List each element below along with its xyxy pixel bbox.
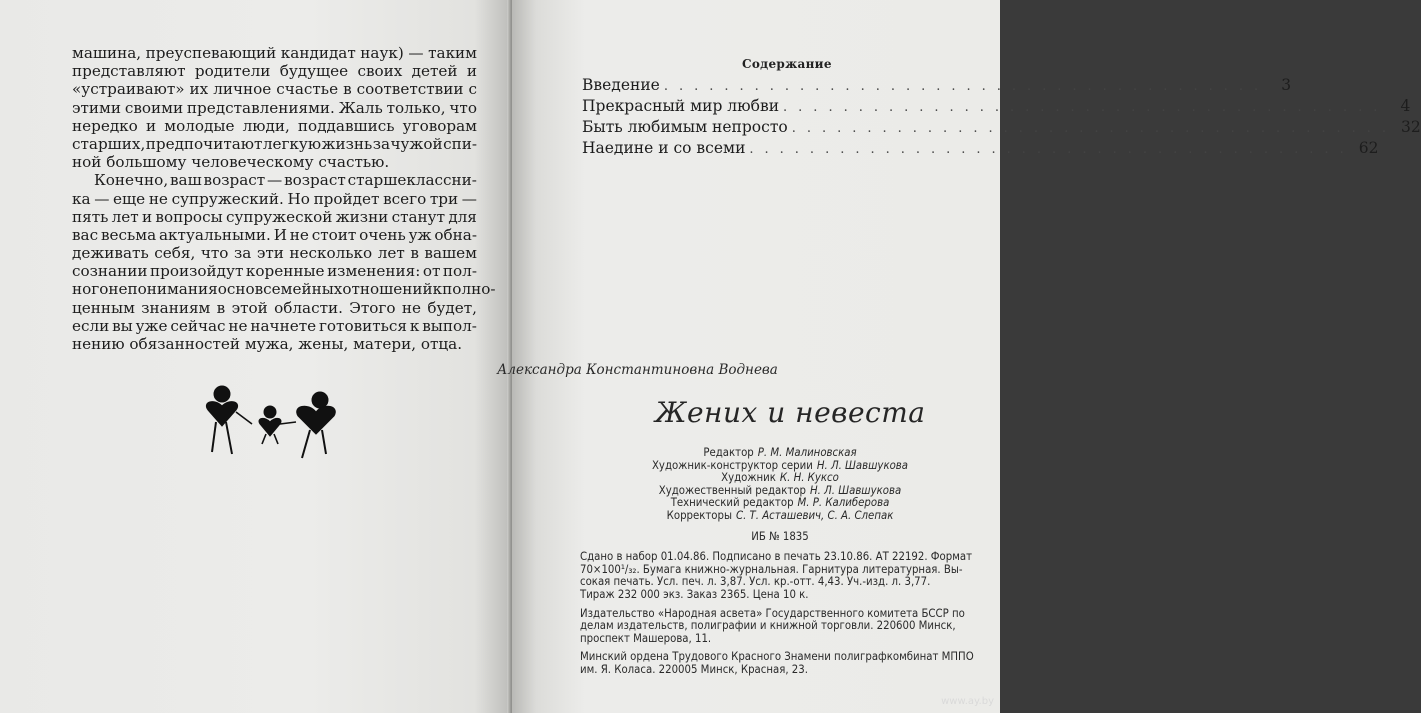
imprint-line: Сдано в набор 01.04.86. Подписано в печать 23.10.86. АТ 22192. Формат: [580, 550, 973, 564]
credit-line: [580, 472, 980, 485]
credit-role: Корректоры: [666, 508, 732, 522]
toc-entry-title: Введение: [582, 76, 660, 94]
text-line: пять лет и вопросы супружеской жизни станут для: [72, 207, 477, 226]
credit-role: Художественный редактор: [658, 483, 807, 497]
body-text: [72, 44, 496, 353]
table-of-contents: [582, 76, 1421, 160]
text-line: если вы уже сейчас не начнете готовиться к выпол-: [72, 316, 477, 335]
left-page: [0, 0, 510, 713]
text-line: сознании произойдут коренные изменения: от пол-: [72, 262, 477, 281]
text-line: этими своими представлениями. Жаль только, что: [72, 98, 477, 117]
imprint-line: сокая печать. Усл. печ. л. 3,87. Усл. кр.-отт. 4,43. Уч.-изд. л. 3,77.: [580, 575, 931, 589]
imprint-line: 70×100¹/₃₂. Бумага книжно-журнальная. Гарнитура литературная. Вы-: [580, 562, 963, 576]
toc-leader-dots: ........................................: [783, 100, 1389, 115]
text-line: нению обязанностей мужа, жены, матери, отца.: [72, 335, 463, 353]
toc-entry-title: Прекрасный мир любви: [582, 97, 780, 115]
text-line: вас весьма актуальными. И не стоит очень уж обна-: [72, 225, 477, 244]
credit-line: [580, 447, 980, 460]
publisher-info: [580, 608, 980, 646]
toc-entry-title: Быть любимым непросто: [582, 118, 788, 136]
imprint-line: Минский ордена Трудового Красного Знамени полиграфкомбинат МППО: [580, 650, 974, 664]
credit-role: Технический редактор: [670, 496, 794, 510]
toc-entry-title: Наедине и со всеми: [582, 139, 746, 157]
credit-name: Н. Л. Шавшукова: [810, 483, 902, 497]
text-line: нередко и молодые люди, поддавшись уговорам: [72, 116, 477, 135]
text-line: машина, преуспевающий кандидат наук) — таким: [72, 44, 477, 62]
text-line: Конечно, ваш возраст — возраст старшеклассни-: [94, 171, 477, 190]
imprint-line: проспект Машерова, 11.: [580, 631, 712, 645]
imprint-line: Тираж 232 000 экз. Заказ 2365. Цена 10 к.: [580, 587, 809, 601]
credit-line: [580, 510, 980, 523]
book-title: Жених и невеста: [655, 396, 926, 429]
family-illustration: [198, 382, 348, 462]
text-line: деживать себя, что за эти несколько лет в вашем: [72, 244, 477, 263]
toc-entry: [582, 139, 1379, 160]
toc-entry: [582, 118, 1421, 139]
text-line: ного непонимания основ семейных отношений к полно-: [72, 280, 496, 299]
credit-role: Художник: [721, 471, 776, 485]
toc-leader-dots: ........................................: [791, 121, 1398, 136]
print-info: [580, 551, 980, 601]
credit-name: М. Р. Калиберова: [797, 496, 890, 510]
text-line: представляют родители будущее своих детей и: [72, 62, 477, 81]
credit-role: Художник-конструктор серии: [651, 458, 813, 472]
toc-leader-dots: ........................................: [663, 79, 1270, 94]
credit-name: К. Н. Куксо: [779, 471, 839, 485]
figure-head: [214, 386, 230, 402]
toc-entry-page: 62: [1358, 139, 1379, 157]
toc-entry-page: 3: [1281, 76, 1292, 94]
credit-name: Р. М. Малиновская: [757, 446, 857, 459]
text-line: ка — еще не супружеский. Но пройдет всего три —: [72, 189, 477, 208]
figure-heart-body: [206, 402, 237, 426]
imprint-line: Издательство «Народная асвета» Государственного комитета БССР по: [580, 606, 965, 620]
imprint-line: делам издательств, полиграфии и книжной торговли. 220600 Минск,: [580, 619, 956, 633]
toc-entry-page: 32: [1401, 118, 1421, 136]
text-line: старших, предпочитают легкую жизнь за чужой спи-: [72, 134, 477, 153]
toc-entry-page: 4: [1400, 97, 1411, 115]
imprint-line: им. Я. Коласа. 220005 Минск, Красная, 23.: [580, 662, 808, 676]
imprint: [580, 447, 980, 677]
ib-number: ИБ № 1835: [751, 529, 809, 543]
printer-info: [580, 651, 980, 676]
watermark: www.ay.by: [941, 696, 994, 707]
author-name: Александра Константиновна Воднева: [497, 362, 778, 378]
credit-role: Редактор: [703, 446, 754, 459]
credit-name: С. Т. Асташевич, С. А. Слепак: [736, 508, 894, 522]
text-line: ценным знаниям в этой области. Этого не будет,: [72, 298, 477, 317]
toc-entry: [582, 97, 1411, 118]
toc-leader-dots: ........................................: [749, 142, 1355, 157]
toc-title: Содержание: [742, 57, 832, 71]
text-line: «устраивают» их личное счастье в соответствии с: [72, 80, 477, 99]
credits-list: [580, 447, 980, 523]
toc-entry: [582, 76, 1292, 97]
credit-name: Н. Л. Шавшукова: [816, 458, 909, 472]
text-line: ной большому человеческому счастью.: [72, 153, 390, 172]
